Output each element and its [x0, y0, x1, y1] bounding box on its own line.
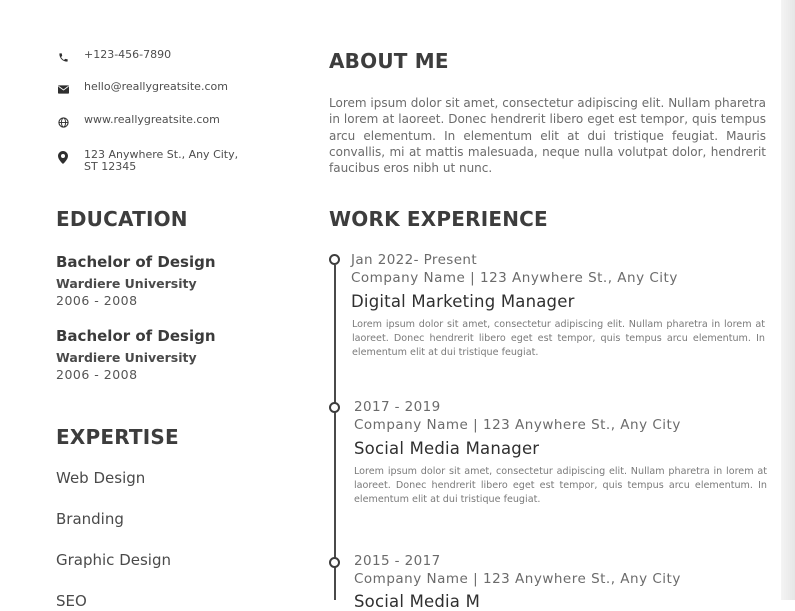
- timeline-dot: [329, 557, 340, 568]
- job-company: Company Name | 123 Anywhere St., Any City: [351, 270, 678, 286]
- about-heading: ABOUT ME: [329, 49, 449, 73]
- contact-address-text: 123 Anywhere St., Any City, ST 12345: [84, 148, 239, 173]
- education-years: 2006 - 2008: [56, 293, 138, 308]
- timeline-dot: [329, 254, 340, 265]
- job-company: Company Name | 123 Anywhere St., Any City: [354, 571, 681, 587]
- contact-phone-row: [56, 49, 244, 64]
- contact-website-row: [56, 114, 244, 129]
- job-title: Digital Marketing Manager: [351, 292, 575, 311]
- job-date: 2017 - 2019: [354, 399, 441, 415]
- job-description: Lorem ipsum dolor sit amet, consectetur adipiscing elit. Nullam pharetra in lorem at laoreet. Donec hendrerit libero eget est tempor, quis tempus arcu elementum. In elementum elit at dui tristique feugiat.: [354, 466, 767, 505]
- phone-icon: [56, 50, 70, 64]
- job-title: Social Media Manager: [354, 439, 540, 458]
- expertise-item: Branding: [56, 510, 124, 528]
- contact-website-text: www.reallygreatsite.com: [84, 113, 220, 126]
- about-text: Lorem ipsum dolor sit amet, consectetur adipiscing elit. Nullam pharetra in lorem at laoreet. Donec hendrerit libero eget est tempor, quis tempus arcu elementum. In elementum elit at dui tristique feugiat. Mauris convallis, mi at mattis malesuada, neque nulla volutpat dolor, hendrerit faucibus eros nibh ut nunc.: [329, 96, 766, 176]
- job-date: 2015 - 2017: [354, 553, 441, 569]
- contact-address-row: [56, 149, 244, 173]
- contact-email-row: [56, 81, 244, 96]
- job-date: Jan 2022- Present: [351, 252, 478, 268]
- education-degree: Bachelor of Design: [56, 327, 216, 345]
- timeline-line: [334, 265, 336, 600]
- job-description: Lorem ipsum dolor sit amet, consectetur adipiscing elit. Nullam pharetra in lorem at laoreet. Donec hendrerit libero eget est tempor, quis tempus arcu elementum. In elementum elit at dui tristique feugiat.: [352, 319, 765, 358]
- location-pin-icon: [56, 150, 70, 164]
- education-university: Wardiere University: [56, 350, 197, 365]
- education-university: Wardiere University: [56, 276, 197, 291]
- globe-icon: [56, 115, 70, 129]
- education-years: 2006 - 2008: [56, 367, 138, 382]
- expertise-item: Graphic Design: [56, 551, 171, 569]
- timeline-dot: [329, 402, 340, 413]
- expertise-item: SEO: [56, 592, 87, 610]
- page-edge-shadow: [781, 0, 795, 600]
- education-heading: EDUCATION: [56, 207, 188, 231]
- mail-icon: [56, 82, 70, 96]
- job-company: Company Name | 123 Anywhere St., Any City: [354, 417, 681, 433]
- education-degree: Bachelor of Design: [56, 253, 216, 271]
- expertise-item: Web Design: [56, 469, 146, 487]
- job-title: Social Media M: [354, 592, 481, 611]
- contact-email-text: hello@reallygreatsite.com: [84, 80, 228, 93]
- work-experience-heading: WORK EXPERIENCE: [329, 207, 548, 231]
- expertise-heading: EXPERTISE: [56, 425, 179, 449]
- contact-phone-text: +123-456-7890: [84, 48, 172, 61]
